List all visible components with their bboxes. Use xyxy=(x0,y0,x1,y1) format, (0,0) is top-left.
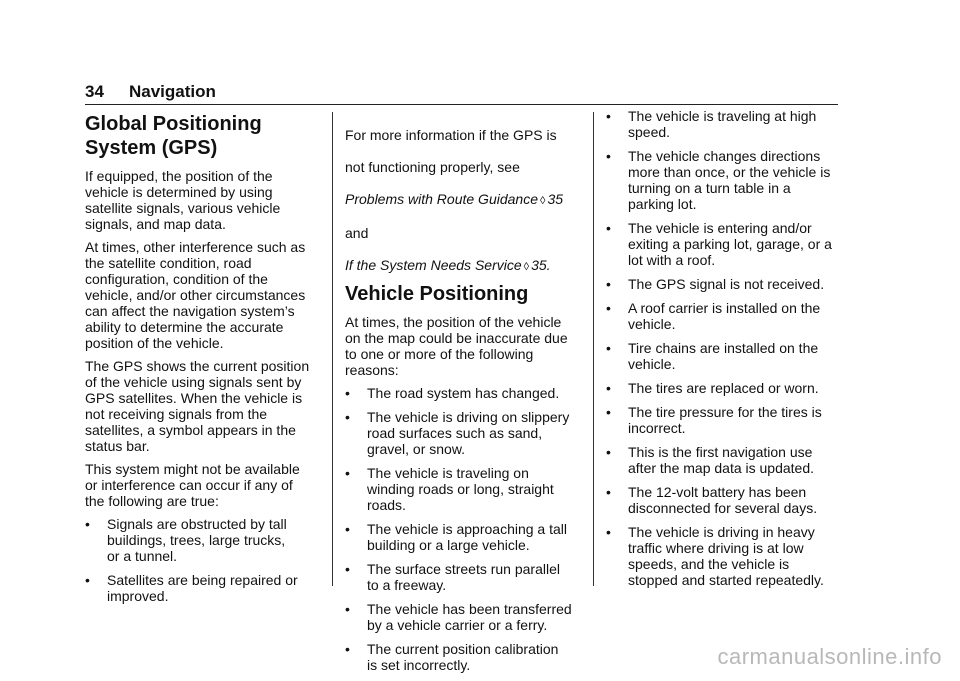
list-item-text: Tire chains are installed on the vehicle. xyxy=(628,340,819,372)
list-item xyxy=(606,404,842,436)
bullet-icon: • xyxy=(345,409,350,425)
system-service-link[interactable]: If the System Needs Service xyxy=(345,257,522,273)
list-item xyxy=(606,276,842,292)
bullet-icon: • xyxy=(345,521,350,537)
list-item-text: The vehicle has been transferred by a vehicle carrier or a ferry. xyxy=(367,601,572,633)
list-item-text: Signals are obstructed by tall buildings, trees, large trucks, or a tunnel. xyxy=(107,516,287,564)
bullet-icon: • xyxy=(345,561,350,577)
list-item xyxy=(606,444,842,476)
bullet-icon: • xyxy=(85,572,90,588)
bullet-icon: • xyxy=(606,300,611,316)
list-item xyxy=(606,380,842,396)
list-item xyxy=(85,572,321,604)
paragraph: If equipped, the position of the vehicle is determined by using satellite signals, various vehicle signals, and map data. xyxy=(85,168,281,232)
list-item-text: The vehicle is traveling at high speed. xyxy=(628,108,817,140)
list-item-text: The vehicle is approaching a tall building or a large vehicle. xyxy=(367,521,568,553)
list-item xyxy=(606,524,842,588)
bullet-icon: • xyxy=(606,220,611,236)
list-item-text: The GPS signal is not received. xyxy=(628,276,825,292)
list-item xyxy=(606,108,842,140)
intro-text: not functioning properly, see xyxy=(345,159,520,175)
list-item xyxy=(345,409,579,457)
gps-heading: Global Positioning System (GPS) xyxy=(85,113,262,159)
bullet-icon: • xyxy=(606,380,611,396)
bullet-icon: • xyxy=(345,465,350,481)
bullet-icon: • xyxy=(345,385,350,401)
list-item xyxy=(345,601,579,633)
list-item xyxy=(85,516,321,564)
list-item-text: The 12-volt battery has been disconnected for several days. xyxy=(628,484,818,516)
list-item-text: The tires are replaced or worn. xyxy=(628,380,819,396)
bullet-icon: • xyxy=(606,148,611,164)
paragraph: At times, other interference such as the satellite condition, road configuration, condition of the vehicle, and/or other circumstances can affect the navigation system’s ability to determine the accurate position of the vehicle. xyxy=(85,239,306,351)
column-2 xyxy=(345,111,579,681)
page-ref-number[interactable]: 35. xyxy=(531,257,551,273)
bullet-icon: • xyxy=(345,601,350,617)
section-title: Navigation xyxy=(129,82,216,101)
list-item-text: The vehicle is driving in heavy traffic where driving is at low speeds, and the vehicle is stopped and started repeatedly. xyxy=(628,524,824,588)
list-item xyxy=(345,521,579,553)
bullet-icon: • xyxy=(345,641,350,657)
list-item-text: The vehicle is traveling on winding roads or long, straight roads. xyxy=(367,465,554,513)
cross-reference-paragraph xyxy=(345,111,579,275)
bullet-icon: • xyxy=(606,404,611,420)
list-item xyxy=(606,484,842,516)
page-ref-number[interactable]: 35 xyxy=(547,191,564,207)
vehicle-positioning-heading: Vehicle Positioning xyxy=(345,283,529,305)
bullet-list xyxy=(606,108,842,588)
page-ref-icon: ◊ xyxy=(540,195,546,207)
bullet-icon: • xyxy=(606,444,611,460)
column-1 xyxy=(85,108,321,612)
list-item xyxy=(606,300,842,332)
bullet-icon: • xyxy=(606,108,611,124)
page-header xyxy=(85,82,838,105)
bullet-icon: • xyxy=(85,516,90,532)
list-item-text: The tire pressure for the tires is incorrect. xyxy=(628,404,822,436)
list-item-text: The vehicle is entering and/or exiting a parking lot, garage, or a lot with a roof. xyxy=(628,220,832,268)
paragraph: The GPS shows the current position of the vehicle using signals sent by GPS satellites. When the vehicle is not receiving signals from the satellites, a symbol appears in the status bar. xyxy=(85,358,310,454)
list-item xyxy=(345,641,579,673)
list-item xyxy=(606,340,842,372)
bullet-list xyxy=(345,385,579,673)
paragraph: At times, the position of the vehicle on the map could be inaccurate due to one or more of the following reasons: xyxy=(345,314,568,378)
list-item xyxy=(606,148,842,212)
watermark: carmanualsonline.info xyxy=(717,644,942,669)
list-item-text: This is the first navigation use after the map data is updated. xyxy=(628,444,815,476)
list-item xyxy=(345,385,579,401)
list-item-text: The surface streets run parallel to a freeway. xyxy=(367,561,560,593)
list-item-text: A roof carrier is installed on the vehicle. xyxy=(628,300,821,332)
and-text: and xyxy=(345,225,369,241)
list-item-text: Satellites are being repaired or improved. xyxy=(107,572,298,604)
bullet-icon: • xyxy=(606,276,611,292)
column-3 xyxy=(606,108,842,596)
list-item xyxy=(606,220,842,268)
page-number: 34 xyxy=(85,82,104,101)
list-item xyxy=(345,465,579,513)
bullet-list xyxy=(85,516,321,604)
paragraph: This system might not be available or interference can occur if any of the following are true: xyxy=(85,461,300,509)
intro-text: For more information if the GPS is xyxy=(345,127,557,143)
list-item xyxy=(345,561,579,593)
bullet-icon: • xyxy=(606,484,611,500)
list-item-text: The road system has changed. xyxy=(367,385,560,401)
column-divider-2 xyxy=(593,112,594,586)
list-item-text: The vehicle changes directions more than once, or the vehicle is turning on a turn table in a parking lot. xyxy=(628,148,831,212)
list-item-text: The vehicle is driving on slippery road surfaces such as sand, gravel, or snow. xyxy=(367,409,570,457)
list-item-text: The current position calibration is set incorrectly. xyxy=(367,641,559,673)
page-ref-icon: ◊ xyxy=(523,261,530,273)
column-divider-1 xyxy=(332,112,333,586)
bullet-icon: • xyxy=(606,340,611,356)
route-guidance-link[interactable]: Problems with Route Guidance xyxy=(345,191,538,207)
bullet-icon: • xyxy=(606,524,611,540)
